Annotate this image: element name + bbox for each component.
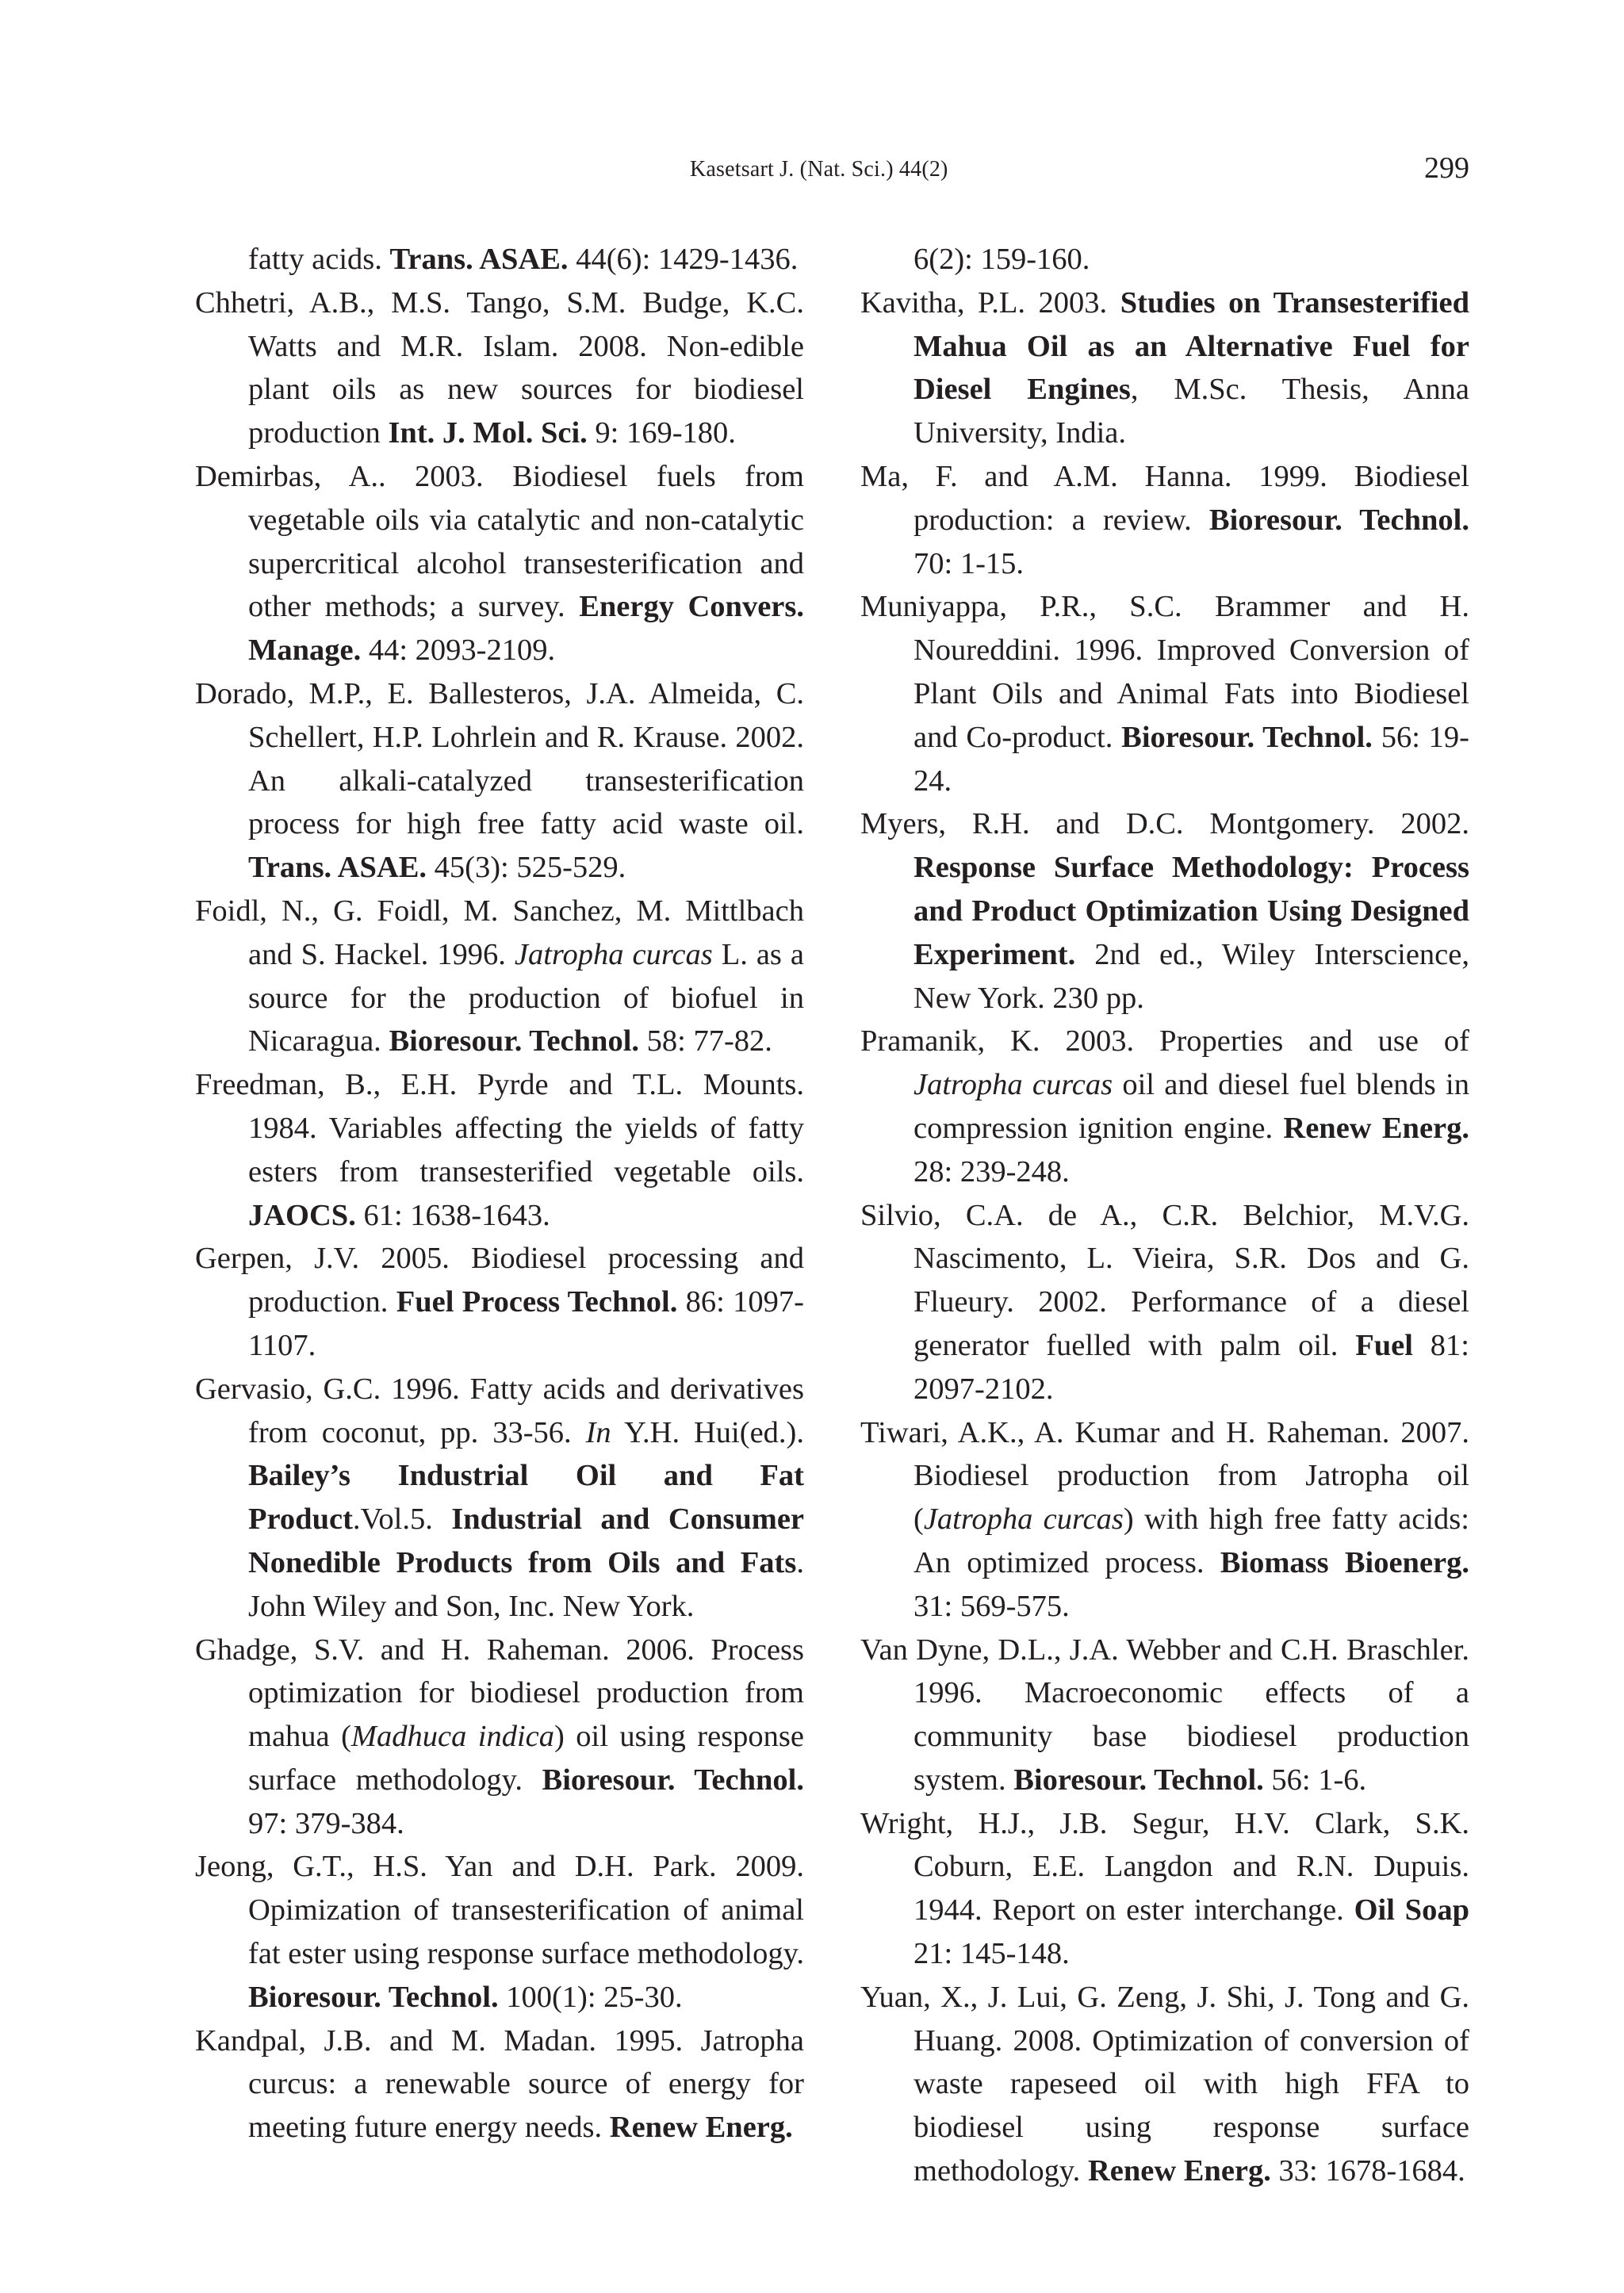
references-left-column (195, 238, 804, 2149)
journal-title: JAOCS. (248, 1198, 356, 1232)
reference-entry (195, 455, 804, 672)
reference-text: . John Wiley and Son, Inc. New York. (248, 1545, 804, 1623)
reference-text: Tiwari, A.K., A. Kumar and H. Raheman. 2007. Biodiesel production from Jatropha oil ( (860, 1415, 1469, 1537)
reference-text: Demirbas, A.. 2003. Biodiesel fuels from vegetable oils via catalytic and non-catalytic supercritical alcohol transesterification and other methods; a survey. (195, 459, 804, 624)
reference-text: 61: 1638-1643. (355, 1198, 550, 1232)
reference-text: Ma, F. and A.M. Hanna. 1999. Biodiesel production: a review. (860, 459, 1469, 537)
journal-title: Bioresour. Technol. (248, 1980, 499, 2014)
italic-term: Jatropha curcas (923, 1503, 1124, 1537)
reference-text: 56: 1-6. (1263, 1763, 1367, 1797)
reference-entry (195, 890, 804, 1063)
journal-title: Biomass Bioenerg. (1220, 1545, 1469, 1579)
reference-entry (860, 1194, 1469, 1411)
reference-text: Yuan, X., J. Lui, G. Zeng, J. Shi, J. Tong and G. Huang. 2008. Optimization of conversion of waste rapeseed oil with high FFA to biodiesel using response surface methodology. (860, 1980, 1469, 2188)
reference-text: 81: 2097-2102. (914, 1328, 1469, 1406)
journal-title: Bailey’s Industrial Oil and Fat Product (248, 1459, 804, 1537)
reference-text: Jeong, G.T., H.S. Yan and D.H. Park. 2009. Opimization of transesterification of animal fat ester using response surface methodology. (195, 1850, 804, 1971)
reference-text: Wright, H.J., J.B. Segur, H.V. Clark, S.K. Coburn, E.E. Langdon and R.N. Dupuis. 1944. Report on ester interchange. (860, 1806, 1469, 1927)
reference-text: L. as a source for the production of biofuel in Nicaragua. (248, 937, 804, 1058)
journal-title: Renew Energ. (609, 2111, 793, 2145)
reference-continuation (195, 238, 804, 281)
journal-title: Energy Convers. Manage. (248, 590, 804, 668)
reference-text: Gervasio, G.C. 1996. Fatty acids and derivatives from coconut, pp. 33-56. (195, 1372, 804, 1449)
reference-text: Gerpen, J.V. 2005. Biodiesel processing and production. (195, 1242, 804, 1319)
reference-text: 58: 77-82. (639, 1024, 772, 1058)
reference-text: 97: 379-384. (248, 1806, 404, 1840)
reference-text: 70: 1-15. (914, 546, 1025, 580)
reference-text: Y.H. Hui(ed.). (611, 1415, 804, 1449)
reference-entry (195, 1845, 804, 2019)
reference-entry (860, 455, 1469, 585)
reference-entry (860, 802, 1469, 1020)
reference-text: 100(1): 25-30. (498, 1980, 683, 2014)
reference-text: Dorado, M.P., E. Ballesteros, J.A. Almeida, C. Schellert, H.P. Lohrlein and R. Krause. 2002. An alkali-catalyzed transesterification process for high free fatty acid waste oil. (195, 676, 804, 841)
reference-text: Muniyappa, P.R., S.C. Brammer and H. Noureddini. 1996. Improved Conversion of Plant Oils and Animal Fats into Biodiesel and Co-product. (860, 590, 1469, 754)
reference-text: Van Dyne, D.L., J.A. Webber and C.H. Braschler. 1996. Macroeconomic effects of a community base biodiesel production system. (860, 1633, 1469, 1797)
page-number: 299 (1424, 151, 1469, 185)
reference-text: 33: 1678-1684. (1270, 2154, 1465, 2188)
reference-entry (195, 281, 804, 455)
journal-title: Int. J. Mol. Sci. (388, 416, 588, 450)
journal-title: Fuel Process Technol. (396, 1285, 678, 1319)
reference-entry (860, 281, 1469, 455)
reference-text: Foidl, N., G. Foidl, M. Sanchez, M. Mittlbach and S. Hackel. 1996. (195, 894, 804, 971)
journal-title: Trans. ASAE. (248, 851, 427, 885)
italic-term: Jatropha curcas (514, 937, 713, 971)
reference-entry (195, 1368, 804, 1629)
references-right-column (860, 238, 1469, 2193)
reference-entry (195, 1063, 804, 1237)
journal-title: Studies on Transesterified Mahua Oil as an Alternative Fuel for Diesel Engines (914, 285, 1469, 407)
journal-title: Renew Energ. (1087, 2154, 1271, 2188)
journal-title: Bioresour. Technol. (389, 1024, 640, 1058)
reference-entry (195, 1629, 804, 1846)
reference-text: 56: 19-24. (914, 720, 1469, 798)
running-head: Kasetsart J. (Nat. Sci.) 44(2) (690, 157, 948, 182)
reference-entry (860, 585, 1469, 802)
reference-text: Kavitha, P.L. 2003. (860, 285, 1120, 320)
reference-text: 21: 145-148. (914, 1937, 1070, 1971)
reference-entry (860, 1411, 1469, 1629)
reference-entry (195, 2019, 804, 2149)
journal-title: Bioresour. Technol. (1013, 1763, 1264, 1797)
reference-entry (860, 1629, 1469, 1802)
reference-text: Myers, R.H. and D.C. Montgomery. 2002. (860, 807, 1469, 841)
reference-text: Chhetri, A.B., M.S. Tango, S.M. Budge, K.C. Watts and M.R. Islam. 2008. Non-edible plant oils as new sources for biodiesel production (195, 285, 804, 450)
reference-text: Ghadge, S.V. and H. Raheman. 2006. Process optimization for biodiesel production from mahua ( (195, 1633, 804, 1754)
journal-title: Bioresour. Technol. (542, 1763, 804, 1797)
reference-text: .Vol.5. (352, 1503, 452, 1537)
reference-continuation (860, 238, 1469, 281)
reference-text: 9: 169-180. (587, 416, 736, 450)
italic-term: Jatropha curcas (914, 1068, 1113, 1102)
reference-text: fatty acids. (248, 243, 390, 276)
reference-text: Silvio, C.A. de A., C.R. Belchior, M.V.G. Nascimento, L. Vieira, S.R. Dos and G. Flueury. 2002. Performance of a diesel generator fuelled with palm oil. (860, 1198, 1469, 1362)
journal-title: Oil Soap (1354, 1893, 1469, 1927)
reference-entry (860, 1802, 1469, 1976)
reference-text: oil and diesel fuel blends in compression ignition engine. (914, 1068, 1469, 1145)
reference-text: 2nd ed., Wiley Interscience, New York. 230 pp. (914, 937, 1469, 1015)
journal-title: Fuel (1355, 1328, 1413, 1362)
reference-entry (860, 1020, 1469, 1193)
journal-title: Renew Energ. (1283, 1111, 1469, 1145)
italic-term: In (585, 1415, 611, 1449)
journal-title: Industrial and Consumer Nonedible Products from Oils and Fats (248, 1503, 804, 1579)
journal-title: Bioresour. Technol. (1121, 720, 1373, 754)
reference-text: 6(2): 159-160. (914, 243, 1090, 276)
journal-title: Trans. ASAE. (389, 243, 569, 276)
reference-text: Pramanik, K. 2003. Properties and use of (860, 1024, 1469, 1058)
reference-text: Kandpal, J.B. and M. Madan. 1995. Jatropha curcus: a renewable source of energy for meeting future energy needs. (195, 2023, 804, 2145)
reference-text: 44(6): 1429-1436. (568, 243, 799, 276)
reference-entry (195, 1237, 804, 1367)
reference-entry (860, 1976, 1469, 2193)
reference-text: 31: 569-575. (914, 1589, 1070, 1623)
reference-text: 28: 239-248. (914, 1154, 1070, 1189)
journal-title: Response Surface Methodology: Process and Product Optimization Using Designed Experiment. (914, 851, 1469, 971)
reference-text: ) oil using response surface methodology. (248, 1720, 804, 1797)
reference-text: 86: 1097-1107. (248, 1285, 804, 1362)
journal-title: Bioresour. Technol. (1208, 503, 1470, 537)
reference-text: ) with high free fatty acids: An optimized process. (914, 1503, 1469, 1579)
reference-entry (195, 672, 804, 890)
reference-text: Freedman, B., E.H. Pyrde and T.L. Mounts. 1984. Variables affecting the yields of fatty esters from transesterified vegetable oils. (195, 1068, 804, 1189)
reference-text: , M.Sc. Thesis, Anna University, India. (914, 373, 1469, 450)
reference-text: 44: 2093-2109. (361, 634, 556, 668)
italic-term: Madhuca indica (350, 1720, 555, 1754)
reference-text: 45(3): 525-529. (427, 851, 626, 885)
